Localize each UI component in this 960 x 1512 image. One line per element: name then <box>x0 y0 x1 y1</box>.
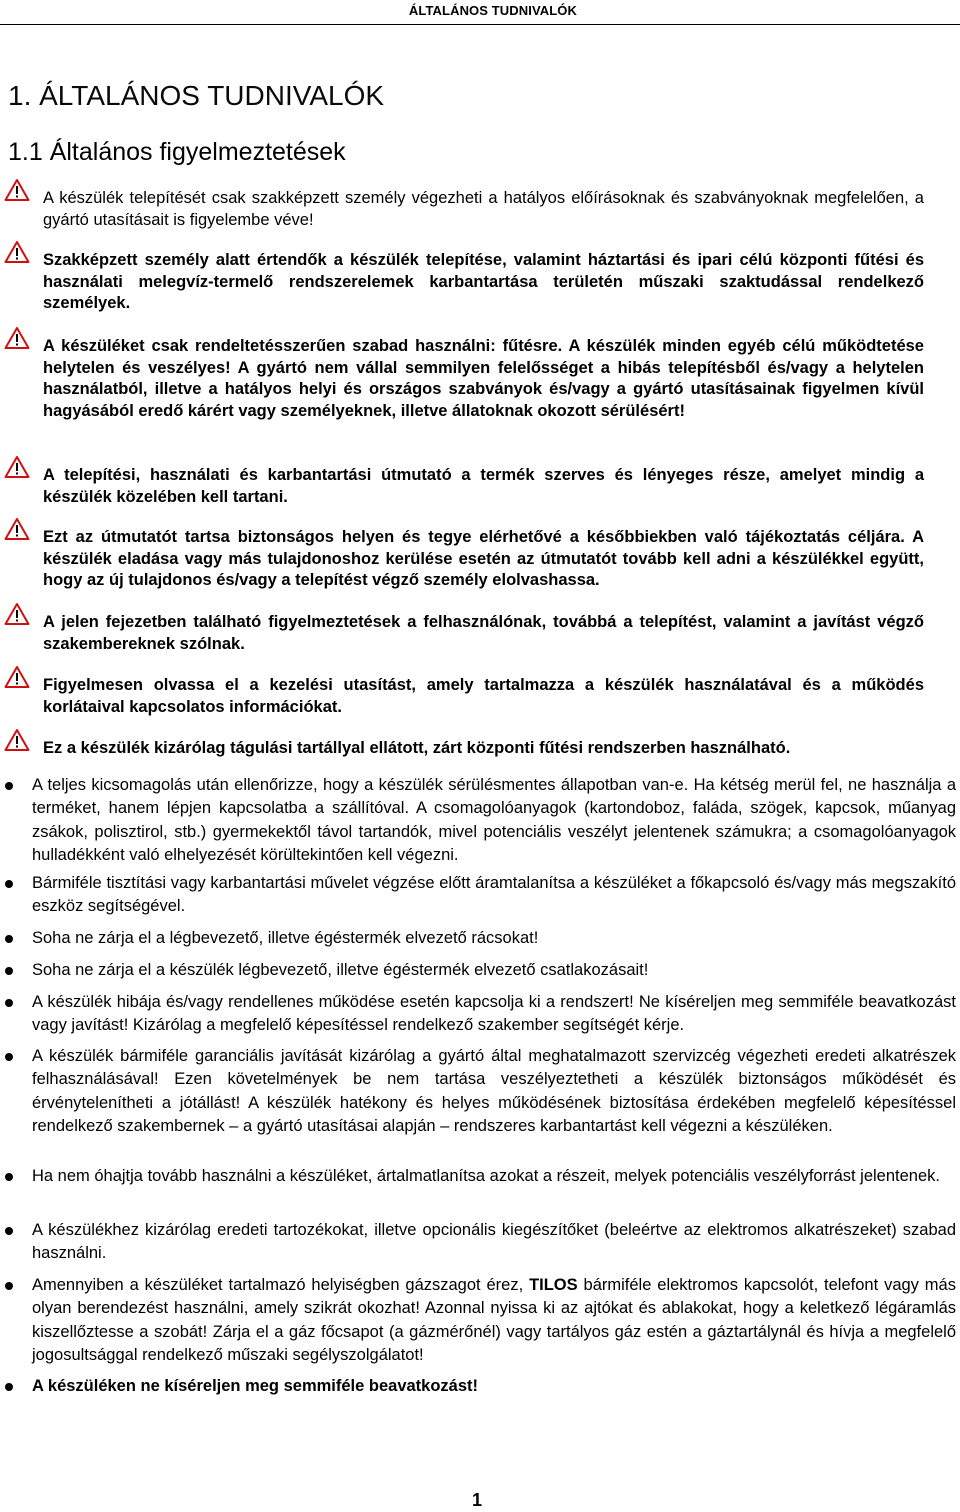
page-number: 1 <box>472 1490 483 1510</box>
bullet-dot-icon <box>5 935 13 943</box>
list-item-text: A készülék bármiféle garanciális javítását kizárólag a gyártó által meghatalmazott szervizcég végezheti eredeti alkatrészek felhasználásával! Ezen követelmények be nem tartása veszélyeztetheti a készülék biztonságos működését és érvénytelenítheti a jótállást! A készülék hatékony és helyes működésének biztosítása érdekében megfelelő képesítéssel rendelkező szakembernek – a gyártó utasításai alapján – rendszeres karbantartást kell végezni a készüléken. <box>32 1047 956 1135</box>
bullet-dot-icon <box>5 967 13 975</box>
header-rule <box>0 24 960 25</box>
list-item-text: A készülékhez kizárólag eredeti tartozékokat, illetve opcionális kiegészítőket (beleértve az elektromos alkatrészeket) szabad használni. <box>32 1221 956 1263</box>
list-item-text: Soha ne zárja el a készülék légbevezető, illetve égéstermék elvezető csatlakozásait! <box>32 961 649 979</box>
list-item-text: A készüléken ne kíséreljen meg semmiféle beavatkozást! <box>32 1377 479 1395</box>
bullet-dot-icon <box>5 1282 13 1290</box>
list-item-text: Ha nem óhajtja tovább használni a készüléket, ártalmatlanítsa azokat a részeit, melyek potenciális veszélyforrást jelentenek. <box>32 1167 940 1185</box>
warning-triangle-icon <box>4 665 30 689</box>
emphasis-tilos: TILOS <box>529 1276 578 1294</box>
warning-text: A készüléket csak rendeltetésszerűen szabad használni: fűtésre. A készülék minden egyéb célú működtetése helytelen és veszélyes! A gyártó nem vállal semmilyen felelősséget a hibás telepítésből és/vagy a helytelen használatból, illetve a hatályos helyi és országos szabványok és/vagy a gyártó utasításainak figyelmen kívül hagyásából eredő kárért vagy személyeknek, illetve állatoknak okozott sérülésért! <box>43 337 924 420</box>
warning-triangle-icon <box>4 178 30 202</box>
warning-triangle-icon <box>4 602 30 626</box>
warning-triangle-icon <box>4 517 30 541</box>
text-run: Amennyiben a készüléket tartalmazó helyiségben gázszagot érez, <box>32 1276 530 1294</box>
warning-text: A jelen fejezetben található figyelmeztetések a felhasználónak, továbbá a telepítést, valamint a javítást végző szakembereknek szólnak. <box>43 613 924 653</box>
text-run: bármiféle elektromos kapcsolót, telefont vagy más olyan berendezést használni, amely szikrát okozhat! Azonnal nyissa ki az ajtókat és ablakokat, hogy a keletkező légáramlás kiszellőztesse a szobát! Zárja el a gáz főcsapot (a gázmérőnél) vagy tartályos gáz estén a gáztartálynál és hívja a megfelelő jogosultsággal rendelkező műszaki segélyszolgálatot! <box>32 1276 956 1364</box>
list-item-text: A teljes kicsomagolás után ellenőrizze, hogy a készülék sérülésmentes állapotban van-e. Ha kétség merül fel, ne használja a terméket, hanem lépjen kapcsolatba a szállítóval. A csomagolóanyagok (kartondoboz, faláda, szögek, kapcsok, műanyag zsákok, polisztirol, stb.) gyermekektől távol tartandók, mivel potenciális veszélyt jelentenek számukra; a csomagolóanyagok hulladékként való elhelyezését körültekintően kell végezni. <box>32 776 956 864</box>
running-header: ÁLTALÁNOS TUDNIVALÓK <box>408 3 577 18</box>
list-item-text: A készülék hibája és/vagy rendellenes működése esetén kapcsolja ki a rendszert! Ne kíséreljen meg semmiféle beavatkozást vagy javítást! Kizárólag a megfelelő képesítéssel rendelkező szakember segítségét kérje. <box>32 993 956 1035</box>
list-item-text <box>32 1274 956 1367</box>
section-heading: 1.1 Általános figyelmeztetések <box>8 138 346 166</box>
warning-triangle-icon <box>4 240 30 264</box>
warning-triangle-icon <box>4 728 30 752</box>
warning-text: Szakképzett személy alatt értendők a készülék telepítése, valamint háztartási és ipari célú központi fűtési és használati melegvíz-termelő rendszerelemek karbantartása területén műszaki szaktudással rendelkező személyek. <box>43 251 924 312</box>
bullet-dot-icon <box>5 999 13 1007</box>
warning-text: A készülék telepítését csak szakképzett személy végezheti a hatályos előírásoknak és szabványoknak megfelelően, a gyártó utasításait is figyelembe véve! <box>43 189 924 229</box>
warning-text: Ezt az útmutatót tartsa biztonságos helyen és tegye elérhetővé a későbbiekben való tájékoztatás céljára. A készülék eladása vagy más tulajdonoshoz kerülése esetén az útmutatót tovább kell adni a készülékkel együtt, hogy az új tulajdonos és/vagy a telepítést végző személy elolvashassa. <box>43 528 924 589</box>
list-item-text: Soha ne zárja el a légbevezető, illetve égéstermék elvezető rácsokat! <box>32 929 539 947</box>
bullet-dot-icon <box>5 782 13 790</box>
warning-text: Figyelmesen olvassa el a kezelési utasítást, amely tartalmazza a készülék használatával és a működés korlátaival kapcsolatos információkat. <box>43 676 924 716</box>
warning-text: Ez a készülék kizárólag tágulási tartállyal ellátott, zárt központi fűtési rendszerben használható. <box>43 739 791 757</box>
bullet-dot-icon <box>5 1053 13 1061</box>
chapter-heading: 1. ÁLTALÁNOS TUDNIVALÓK <box>8 80 385 111</box>
bullet-dot-icon <box>5 880 13 888</box>
bullet-dot-icon <box>5 1383 13 1391</box>
warning-triangle-icon <box>4 455 30 479</box>
bullet-dot-icon <box>5 1227 13 1235</box>
warning-text: A telepítési, használati és karbantartási útmutató a termék szerves és lényeges része, amelyet mindig a készülék közelében kell tartani. <box>43 466 924 506</box>
warning-triangle-icon <box>4 326 30 350</box>
bullet-dot-icon <box>5 1173 13 1181</box>
list-item-text: Bármiféle tisztítási vagy karbantartási művelet végzése előtt áramtalanítsa a készüléket a főkapcsoló és/vagy más megszakító eszköz segítségével. <box>32 874 956 916</box>
